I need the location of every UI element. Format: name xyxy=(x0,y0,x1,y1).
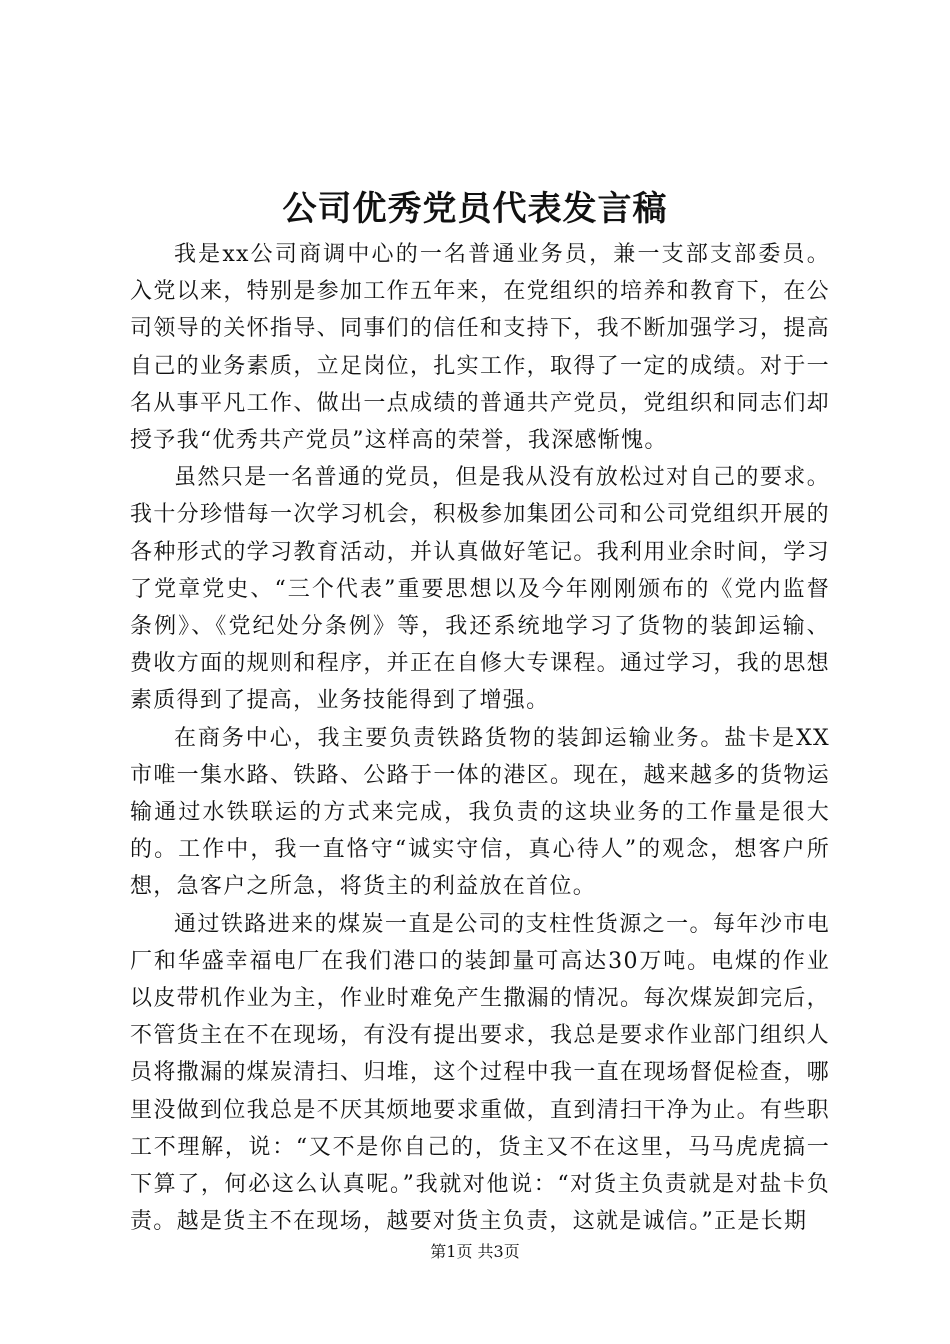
paragraph-2: 虽然只是一名普通的党员，但是我从没有放松过对自己的要求。我十分珍惜每一次学习机会，积极参加集团公司和公司党组织开展的各种形式的学习教育活动，并认真做好笔记。我利用业余时间，学习了党章党史、“三个代表”重要思想以及今年刚刚颁布的《党内监督条例》、《党纪处分条例》等，我还系统地学习了货物的装卸运输、费收方面的规则和程序，并正在自修大专课程。通过学习，我的思想素质得到了提高，业务技能得到了增强。 xyxy=(130,465,830,714)
paragraph-1: 我是xx公司商调中心的一名普通业务员，兼一支部支部委员。入党以来，特别是参加工作五年来，在党组织的培养和教育下，在公司领导的关怀指导、同事们的信任和支持下，我不断加强学习，提高自己的业务素质，立足岗位，扎实工作，取得了一定的成绩。对于一名从事平凡工作、做出一点成绩的普通共产党员，党组织和同志们却授予我“优秀共产党员”这样高的荣誉，我深感惭愧。 xyxy=(130,242,830,454)
paragraph-3: 在商务中心，我主要负责铁路货物的装卸运输业务。盐卡是XX市唯一集水路、铁路、公路于一体的港区。现在，越来越多的货物运输通过水铁联运的方式来完成，我负责的这块业务的工作量是很大的。工作中，我一直恪守“诚实守信，真心待人”的观念，想客户所想，急客户之所急，将货主的利益放在首位。 xyxy=(130,725,830,900)
document-body xyxy=(130,236,830,1240)
paragraph-4: 通过铁路进来的煤炭一直是公司的支柱性货源之一。每年沙市电厂和华盛幸福电厂在我们港口的装卸量可高达30万吨。电煤的作业以皮带机作业为主，作业时难免产生撒漏的情况。每次煤炭卸完后，不管货主在不在现场，有没有提出要求，我总是要求作业部门组织人员将撒漏的煤炭清扫、归堆，这个过程中我一直在现场督促检查，哪里没做到位我总是不厌其烦地要求重做，直到清扫干净为止。有些职工不理解，说：“又不是你自己的，货主又不在这里，马马虎虎搞一下算了，何必这么认真呢。”我就对他说：“对货主负责就是对盐卡负责。越是货主不在现场，越要对货主负责，这就是诚信。”正是长期 xyxy=(130,911,830,1235)
page-title: 公司优秀党员代表发言稿 xyxy=(282,189,668,229)
page-number-footer: 第1页 共3页 xyxy=(430,1242,520,1261)
